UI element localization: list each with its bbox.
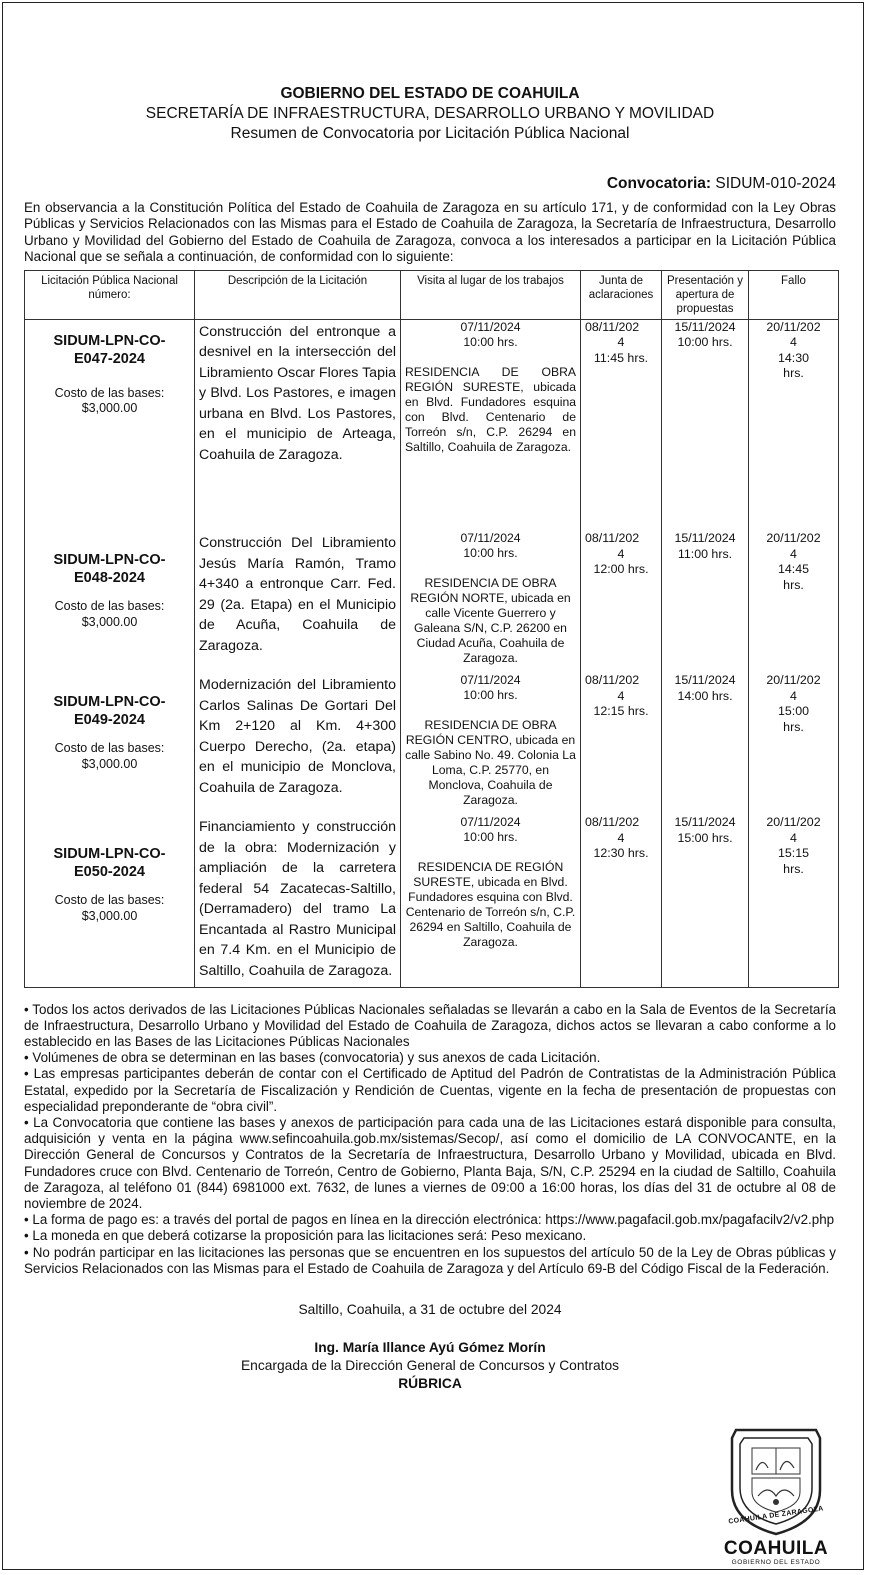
fallo-time: 14:45: [777, 562, 809, 577]
visit-date: 07/11/2024: [460, 319, 521, 334]
presentacion-date: 15/11/2024: [674, 815, 736, 830]
presentacion-time: 14:00 hrs.: [677, 688, 733, 703]
visit-cell: [401, 673, 581, 815]
junta-date: 08/11/202: [585, 673, 640, 688]
cost-value: $3,000.00: [81, 756, 138, 771]
presentacion-cell: [662, 815, 749, 987]
note-item: • La forma de pago es: a través del portal de pagos en línea en la dirección electrónica: https://www.pagafacil.gob.mx/pagafacilv2/v2.php: [24, 1212, 835, 1228]
signer-name: Ing. María Illance Ayú Gómez Morín: [314, 1340, 546, 1356]
presentacion-date: 15/11/2024: [674, 319, 736, 334]
cost-value: $3,000.00: [81, 401, 138, 416]
junta-date: 08/11/202: [585, 319, 640, 334]
table-row: [25, 673, 839, 815]
logo-subtitle: GOBIERNO DEL ESTADO: [731, 1559, 821, 1566]
visit-time: 10:00 hrs.: [463, 546, 518, 561]
presentacion-time: 15:00 hrs.: [677, 830, 733, 845]
licitacion-cell: [25, 815, 195, 987]
header-visita: Visita al lugar de los trabajos: [401, 270, 581, 319]
presentacion-cell: [662, 531, 749, 673]
presentacion-cell: [662, 319, 749, 531]
presentacion-date: 15/11/2024: [674, 673, 736, 688]
junta-date-year: 4: [617, 688, 625, 703]
licitacion-cell: [25, 319, 195, 531]
fallo-cell: [749, 531, 839, 673]
cost-label: Costo de las bases:: [54, 741, 165, 756]
cost-label: Costo de las bases:: [54, 893, 165, 908]
junta-date: 08/11/202: [585, 531, 640, 546]
closing-place-date: Saltillo, Coahuila, a 31 de octubre del 2024: [298, 1302, 562, 1318]
visit-date: 07/11/2024: [460, 815, 521, 830]
junta-time: 11:45 hrs.: [593, 350, 649, 365]
header-presentacion: Presentación y apertura de propuestas: [662, 270, 749, 319]
note-item: • No podrán participar en las licitaciones las personas que se encuentren en los supuestos del artículo 50 de la Ley de Obras públicas y Servicios Relacionados con las Mismas para el Estado de Coahuila de Zaragoza y del Artículo 69-B del Código Fiscal de la Federación.: [24, 1244, 836, 1276]
visit-date: 07/11/2024: [460, 673, 521, 688]
description-cell: Construcción Del Libramiento Jesús María Ramón, Tramo 4+340 a entronque Carr. Fed. 29 (2a. Etapa) en el Municipio de Acuña, Coahuila de Zaragoza.: [195, 531, 401, 673]
visit-place: RESIDENCIA DE OBRA REGIÓN SURESTE, ubicada en Blvd. Fundadores esquina con Blvd. Centenario de Torreón s/n, C.P. 26294 en Saltillo, Coahuila de Zaragoza.: [405, 364, 576, 454]
fallo-cell: [749, 673, 839, 815]
intro-paragraph: En observancia a la Constitución Política del Estado de Coahuila de Zaragoza en su artículo 171, y de conformidad con la Ley Obras Públicas y Servicios Relacionados con las Mismas para el Estado de Coahuila de Zaragoza, la Secretaría de Infraestructura, Desarrollo Urbano y Movilidad del Gobierno del Estado de Coahuila de Zaragoza, convoca a los interesados a participar en la Licitación Pública Nacional que se señala a continuación, de conformidad con lo siguiente:: [24, 200, 836, 265]
fallo-date: 20/11/202: [766, 319, 821, 334]
junta-cell: [581, 815, 662, 987]
licitaciones-table: [24, 270, 839, 988]
licitacion-cell: [25, 673, 195, 815]
visit-place: RESIDENCIA DE OBRA REGIÓN NORTE, ubicada en calle Vicente Guerrero y Galeana S/N, C.P. 26200 en Ciudad Acuña, Coahuila de Zaragoza.: [410, 576, 571, 666]
note-item: • La Convocatoria que contiene las bases y anexos de participación para cada una de las Licitaciones estará disponible para consulta, adquisición y venta en la página www.sefincoahuila.gob.mx/sistemas/Secop/, así como el domicilio de LA CONVOCANTE, en la Dirección General de Concursos y Contratos de la Secretaría de Infraestructura, Desarrollo Urbano y Movilidad, ubicada en Blvd. Fundadores cruce con Blvd. Centenario de Torreón, Centro de Gobierno, Planta Baja, S/N, C.P. 25294 en la ciudad de Saltillo, Coahuila de Zaragoza, al teléfono 01 (844) 6981000 ext. 7632, de lunes a viernes de 09:00 a 16:00 horas, los días del 31 de octubre al 08 de noviembre de 2024.: [24, 1115, 836, 1212]
fallo-date-year: 4: [790, 546, 797, 561]
licitacion-code: SIDUM-LPN-CO-: [53, 332, 166, 349]
visit-cell: [401, 531, 581, 673]
visit-time: 10:00 hrs.: [463, 334, 518, 349]
logo-brand: COAHUILA: [723, 1538, 829, 1559]
fallo-date: 20/11/202: [766, 815, 821, 830]
visit-cell: [401, 815, 581, 987]
description-cell: Construcción del entronque a desnivel en la intersección del Libramiento Oscar Flores Tapia y Blvd. Los Pastores, e imagen urbana en Blvd. Los Pastores, en el municipio de Arteaga, Coahuila de Zaragoza.: [195, 319, 401, 531]
fallo-time: 14:30: [777, 350, 809, 365]
junta-time: 12:15 hrs.: [593, 704, 649, 719]
visit-place: RESIDENCIA DE OBRA REGIÓN CENTRO, ubicada en calle Sabino No. 49. Colonia La Loma, C.P. 25770, en Monclova, Coahuila de Zaragoza.: [405, 718, 576, 808]
table-row: [25, 319, 839, 531]
signer-role: Encargada de la Dirección General de Concursos y Contratos: [240, 1358, 620, 1374]
notes-list: [24, 1002, 836, 1277]
fallo-date-year: 4: [790, 688, 797, 703]
fallo-date: 20/11/202: [766, 531, 821, 546]
cost-value: $3,000.00: [81, 614, 138, 629]
junta-cell: [581, 531, 662, 673]
document-body: [24, 84, 836, 1393]
junta-cell: [581, 319, 662, 531]
licitacion-code-suffix: E047-2024: [74, 350, 145, 367]
junta-time: 12:30 hrs.: [593, 846, 649, 861]
fallo-hrs: hrs.: [783, 861, 804, 876]
junta-date-year: 4: [617, 546, 625, 561]
document-header: [24, 84, 836, 144]
licitacion-code-suffix: E049-2024: [74, 712, 145, 729]
junta-cell: [581, 673, 662, 815]
table-header-row: [25, 270, 839, 319]
presentacion-cell: [662, 673, 749, 815]
header-junta: Junta de aclaraciones: [581, 270, 662, 319]
junta-date-year: 4: [617, 335, 625, 350]
junta-date: 08/11/202: [585, 815, 640, 830]
presentacion-date: 15/11/2024: [674, 531, 736, 546]
header-government: GOBIERNO DEL ESTADO DE COAHUILA: [280, 85, 580, 102]
fallo-time: 15:00: [777, 704, 809, 719]
rubrica-label: RÚBRICA: [398, 1376, 462, 1392]
fallo-cell: [749, 319, 839, 531]
presentacion-time: 10:00 hrs.: [677, 335, 733, 350]
licitacion-code-suffix: E050-2024: [74, 864, 145, 881]
licitacion-code: SIDUM-LPN-CO-: [53, 552, 166, 569]
licitacion-code: SIDUM-LPN-CO-: [53, 846, 166, 863]
note-item: • Todos los actos derivados de las Licitaciones Públicas Nacionales señaladas se llevarán a cabo en la Sala de Eventos de la Secretaría de Infraestructura, Desarrollo Urbano y Movilidad del Estado de Coahuila de Zaragoza, dichos actos se llevaran a cabo conforme a lo establecido en las Bases de las Licitaciones Públicas Nacionales: [24, 1001, 836, 1050]
cost-label: Costo de las bases:: [54, 385, 165, 400]
cost-label: Costo de las bases:: [54, 599, 165, 614]
junta-time: 12:00 hrs.: [593, 562, 649, 577]
logo-ring-text: COAHUILA DE ZARAGOZA: [727, 1505, 825, 1526]
note-item: • La moneda en que deberá cotizarse la proposición para las licitaciones será: Peso mexicano.: [24, 1228, 587, 1244]
convocatoria-label: Convocatoria:: [606, 175, 712, 192]
licitacion-cell: [25, 531, 195, 673]
header-fallo: Fallo: [749, 270, 839, 319]
header-licitacion: Licitación Pública Nacional número:: [25, 270, 195, 319]
fallo-date: 20/11/202: [766, 673, 821, 688]
description-cell: Financiamiento y construcción de la obra: Modernización y ampliación de la carretera federal 54 Zacatecas-Saltillo, (Derramadero) del tramo La Encantada al Rastro Municipal en 7.4 Km. en el Municipio de Saltillo, Coahuila de Zaragoza.: [195, 815, 401, 987]
fallo-hrs: hrs.: [783, 577, 804, 592]
header-descripcion: Descripción de la Licitación: [195, 270, 401, 319]
note-item: • Volúmenes de obra se determinan en las bases (convocatoria) y sus anexos de cada Licitación.: [24, 1050, 601, 1066]
visit-date: 07/11/2024: [460, 531, 521, 546]
fallo-date-year: 4: [790, 830, 797, 845]
fallo-hrs: hrs.: [783, 366, 804, 381]
fallo-date-year: 4: [790, 335, 797, 350]
junta-date-year: 4: [617, 830, 625, 845]
convocatoria-number: [24, 174, 836, 194]
fallo-hrs: hrs.: [783, 719, 804, 734]
presentacion-time: 11:00 hrs.: [677, 546, 733, 561]
table-row: [25, 531, 839, 673]
header-summary: Resumen de Convocatoria por Licitación Pública Nacional: [230, 125, 630, 142]
cost-value: $3,000.00: [81, 908, 138, 923]
licitacion-code: SIDUM-LPN-CO-: [53, 694, 166, 711]
visit-time: 10:00 hrs.: [463, 688, 518, 703]
header-secretaria: SECRETARÍA DE INFRAESTRUCTURA, DESARROLLO URBANO Y MOVILIDAD: [145, 105, 715, 122]
description-cell: Modernización del Libramiento Carlos Salinas De Gortari Del Km 2+120 al Km. 4+300 Cuerpo Derecho, (2a. etapa) en el municipio de Monclova, Coahuila de Zaragoza.: [195, 673, 401, 815]
convocatoria-value: SIDUM-010-2024: [715, 175, 836, 192]
fallo-cell: [749, 815, 839, 987]
visit-time: 10:00 hrs.: [463, 830, 518, 845]
fallo-time: 15:15: [777, 846, 809, 861]
note-item: • Las empresas participantes deberán de contar con el Certificado de Aptitud del Padrón de Contratistas de la Administración Pública Estatal, expedido por la Secretaría de Fiscalización y Rendición de Cuentas, vigente en la fecha de presentación de propuestas con especialidad preponderante de “obra civil”.: [24, 1066, 836, 1114]
visit-place: RESIDENCIA DE REGIÓN SURESTE, ubicada en Blvd. Fundadores esquina con Blvd. Centenario de Torreón s/n, C.P. 26294 en Saltillo, Coahuila de Zaragoza.: [405, 860, 576, 950]
coahuila-logo: [722, 1426, 830, 1566]
licitacion-code-suffix: E048-2024: [74, 570, 145, 587]
visit-cell: [401, 319, 581, 531]
table-row: [25, 815, 839, 987]
